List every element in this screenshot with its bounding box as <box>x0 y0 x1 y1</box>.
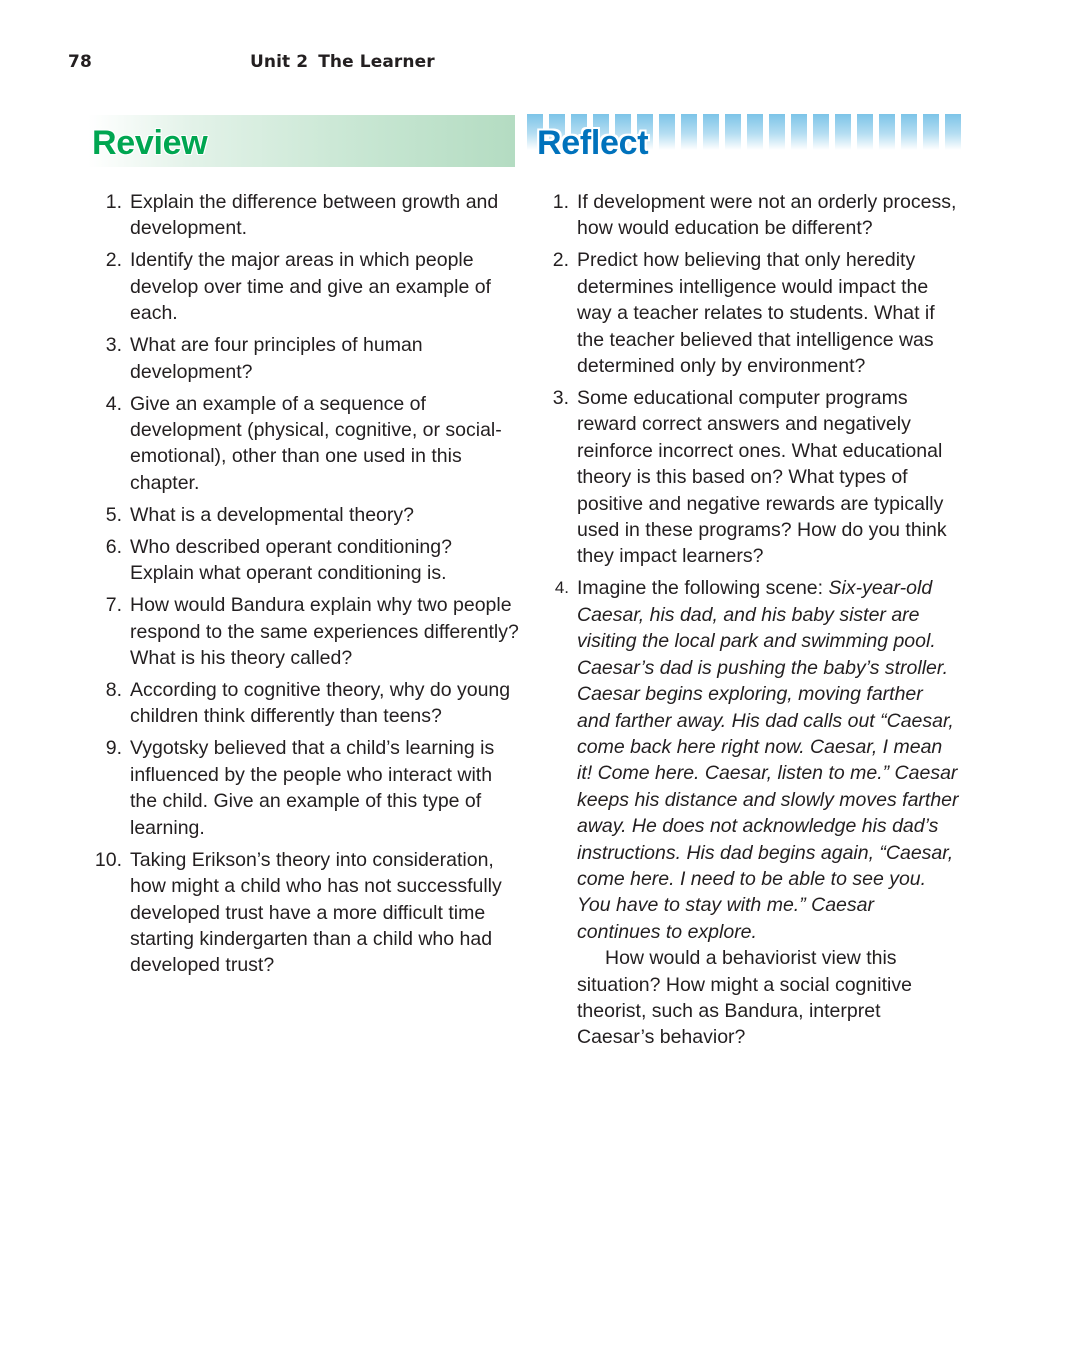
stripe <box>659 114 675 150</box>
question-intro: Imagine the following scene: <box>577 577 829 600</box>
stripe <box>857 114 873 150</box>
question-text: What are four principles of human development? <box>130 334 423 383</box>
review-question <box>88 847 520 979</box>
question-text: Identify the major areas in which people develop over time and give an example of each. <box>130 249 491 325</box>
review-question <box>88 189 520 242</box>
reflect-question-list <box>535 189 960 1056</box>
reflect-title: Reflect <box>537 124 649 162</box>
scenario-text: Six-year-old Caesar, his dad, and his baby sister are visiting the local park and swimming pool. Caesar’s dad is pushing the baby’s stroller. Caesar begins exploring, moving farther and farther away. His dad calls out “Caesar, come back here right now. Caesar, I mean it! Come here. Caesar, listen to me.” Caesar keeps his distance and slowly moves farther away. He does not acknowledge his dad’s instructions. His dad begins again, “Caesar, come here. I need to be able to see you. You have to stay with me.” Caesar continues to explore. <box>577 577 959 943</box>
review-question-list <box>88 189 520 984</box>
review-question <box>88 391 520 497</box>
stripe <box>813 114 829 150</box>
page-number: 78 <box>68 52 93 72</box>
reflect-question <box>535 385 960 570</box>
question-number: 2. <box>105 249 122 272</box>
question-number: 8. <box>105 679 122 702</box>
stripe <box>901 114 917 150</box>
question-number: 3. <box>105 334 122 357</box>
unit-title: The Learner <box>318 52 435 72</box>
stripe <box>791 114 807 150</box>
question-text: How would Bandura explain why two people respond to the same experiences differently? What is his theory called? <box>130 594 519 670</box>
question-number: 2. <box>552 249 569 272</box>
review-question <box>88 677 520 730</box>
stripe <box>681 114 697 150</box>
question-number: 4. <box>554 578 569 598</box>
stripe <box>769 114 785 150</box>
question-text: Explain the difference between growth and development. <box>130 191 499 240</box>
question-number: 10. <box>94 848 122 871</box>
question-text: Give an example of a sequence of development (physical, cognitive, or social-emotional), other than one used in this chapter. <box>130 392 502 494</box>
stripe <box>923 114 939 150</box>
reflect-question <box>535 189 960 242</box>
stripe <box>945 114 961 150</box>
question-text: Taking Erikson’s theory into consideration, how might a child who has not successfully developed trust have a more difficult time starting kindergarten than a child who had developed trust? <box>130 848 502 977</box>
question-text: If development were not an orderly process, how would education be different? <box>577 191 957 240</box>
question-number: 1. <box>552 191 569 213</box>
question-number: 5. <box>105 503 122 526</box>
question-number: 7. <box>105 594 122 617</box>
question-number: 6. <box>105 535 122 558</box>
follow-up-question: How would a behaviorist view this situation? How might a social cognitive theorist, such as Bandura, interpret Caesar’s behavior? <box>577 947 912 1049</box>
reflect-question <box>535 575 960 1050</box>
question-number: 9. <box>105 737 122 760</box>
stripe <box>879 114 895 150</box>
question-text: Who described operant conditioning? Explain what operant conditioning is. <box>130 535 452 585</box>
review-question <box>88 592 520 671</box>
reflect-question <box>535 247 960 379</box>
question-number: 4. <box>105 392 122 415</box>
question-text: According to cognitive theory, why do young children think differently than teens? <box>130 679 511 728</box>
review-question <box>88 502 520 528</box>
stripe <box>747 114 763 150</box>
question-number: 3. <box>552 387 569 410</box>
review-question <box>88 332 520 385</box>
review-question <box>88 735 520 841</box>
stripe <box>835 114 851 150</box>
running-head <box>0 50 1088 76</box>
unit-label <box>250 52 435 72</box>
review-question <box>88 247 520 326</box>
question-number: 1. <box>105 191 122 213</box>
reflect-heading-bar <box>527 114 967 170</box>
review-heading-bar <box>88 115 515 167</box>
review-question <box>88 534 520 587</box>
question-text: Some educational computer programs reward correct answers and negatively reinforce incorrect ones. What educational theory is this based on? What types of positive and negative rewards are typically used in these programs? How do you think they impact learners? <box>577 387 947 568</box>
question-text: What is a developmental theory? <box>130 503 414 526</box>
unit-number: Unit 2 <box>250 52 309 72</box>
question-text: Vygotsky believed that a child’s learning is influenced by the people who interact with the child. Give an example of this type of learning. <box>130 737 495 839</box>
stripe <box>703 114 719 150</box>
stripe <box>725 114 741 150</box>
review-title: Review <box>92 124 208 162</box>
question-text: Predict how believing that only heredity determines intelligence would impact the way a teacher relates to students. What if the teacher believed that intelligence was determined only by environment? <box>577 249 935 378</box>
